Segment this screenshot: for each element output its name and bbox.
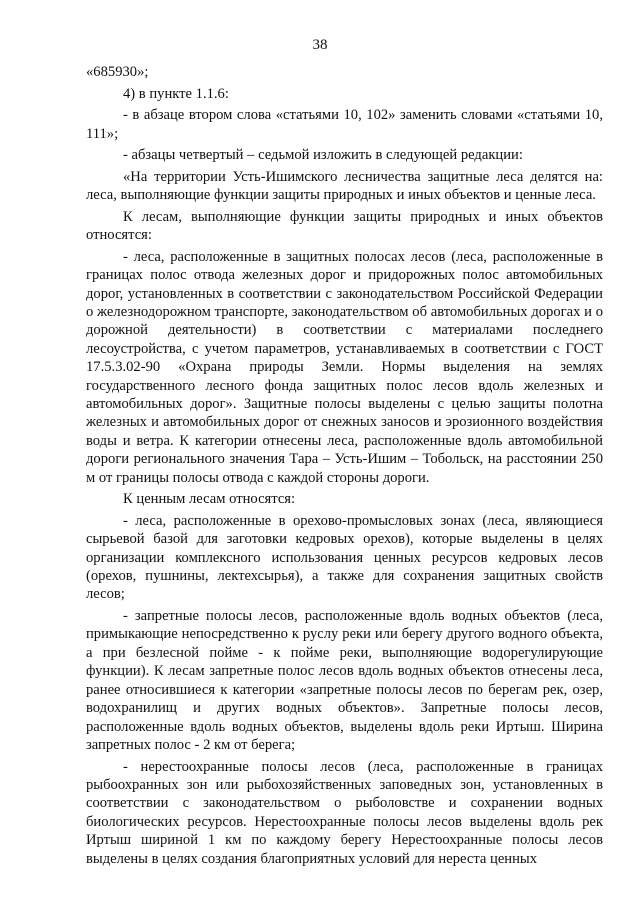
paragraph-3: - в абзаце втором слова «статьями 10, 102» заменить словами «статьями 10, 111»; bbox=[86, 107, 603, 142]
paragraph-9: - леса, расположенные в орехово-промысловых зонах (леса, являющиеся сырьевой базой для заготовки кедровых орехов), которые выделены в целях организации комплексного использования ценных ресурсов кедровых лесов (орехов, пушнины, лектехсырья), а также для сохранения защитных свойств лесов; bbox=[86, 512, 603, 603]
paragraph-8: К ценным лесам относятся: bbox=[123, 491, 296, 508]
paragraph-4: - абзацы четвертый – седьмой изложить в следующей редакции: bbox=[123, 147, 523, 164]
paragraph-1: «685930»; bbox=[86, 64, 149, 80]
page-number: 38 bbox=[312, 37, 328, 53]
paragraph-2: 4) в пункте 1.1.6: bbox=[123, 85, 229, 102]
paragraph-5: «На территории Усть-Ишимского лесничества защитные леса делятся на: леса, выполняющие функции защиты природных и иных объектов и ценные леса. bbox=[86, 168, 603, 204]
paragraph-11: - нерестоохранные полосы лесов (леса, расположенные в границах рыбоохранных зон или рыбохозяйственных заповедных зон, установленных в соответствии с законодательством о рыболовстве и сохранении водных биологических ресурсов. Нерестоохранные полосы лесов выделены вдоль рек Иртыш шириной 1 км по каждому берегу Нерестоохранные полосы лесов выделены в целях создания благоприятных условий для нереста ценных bbox=[86, 758, 603, 867]
paragraph-7: - леса, расположенные в защитных полосах лесов (леса, расположенные в границах полос отвода железных дорог и придорожных полос автомобильных дорог, установленных в соответствии с законодательством Российской Федерации о железнодорожном транспорте, законодательством об автомобильных дорогах и о дорожной деятельности) в соответствии с материалами последнего лесоустройства, с учетом параметров, устанавливаемых в соответствии с ГОСТ 17.5.3.02-90 «Охрана природы Земли. Нормы выделения на землях государственного лесного фонда защитных полос лесов вдоль железных и автомобильных дорог». Защитные полосы выделены с целью защиты полотна железных и автомобильных дорог от снежных заносов и эрозионного воздействия воды и ветра. К категории отнесены леса, расположенные вдоль автомобильной дороги регионального значения Тара – Усть-Ишим – Тобольск, на расстоянии 250 м от границы полосы отвода с каждой стороны дороги. bbox=[86, 248, 603, 486]
document-body bbox=[86, 63, 603, 871]
paragraph-10: - запретные полосы лесов, расположенные вдоль водных объектов (леса, примыкающие непосредственно к руслу реки или берегу другого водного объекта, а при безлесной пойме - к пойме реки, выполняющие водорегулирующие функции). К лесам запретные полос лесов вдоль водных объектов отнесены леса, ранее относившиеся к категории «запретные полосы лесов по берегам рек, озер, водохранилищ и других водных объектов». Запретные полосы лесов, расположенные вдоль водных объектов, выделены вдоль реки Иртыш. Ширина запретных полос - 2 км от берега; bbox=[86, 608, 603, 753]
paragraph-6: К лесам, выполняющие функции защиты природных и иных объектов относятся: bbox=[86, 208, 603, 244]
